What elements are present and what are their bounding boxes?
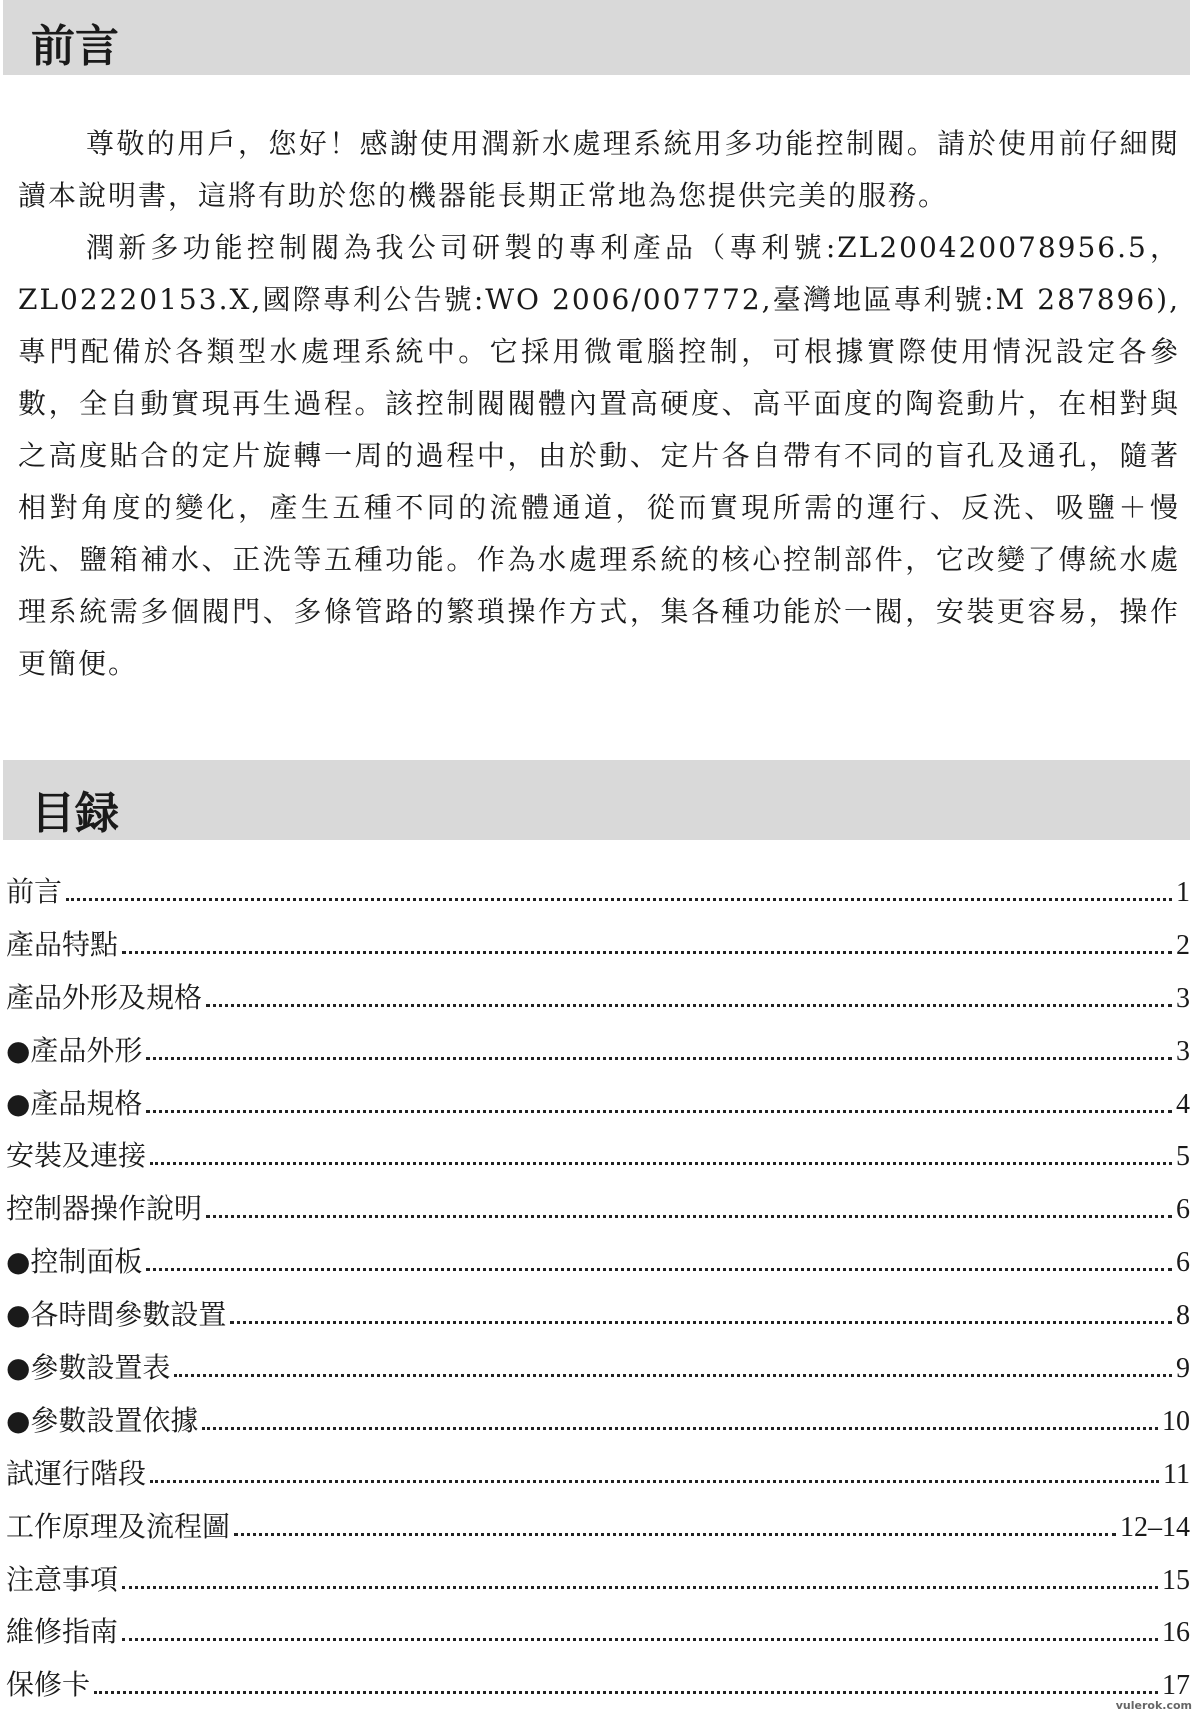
toc-entry[interactable]	[6, 923, 1190, 976]
toc-entry-label: 試運行階段	[6, 1456, 147, 1490]
toc-entry-page: 12–14	[1120, 1511, 1190, 1543]
dot-leader	[122, 951, 1172, 954]
toc-entry[interactable]	[6, 1505, 1190, 1558]
toc-entry-page: 4	[1176, 1088, 1190, 1120]
dot-leader	[230, 1321, 1172, 1324]
toc-title: 目録	[31, 788, 119, 839]
toc-entry[interactable]	[6, 1452, 1190, 1505]
toc-entry[interactable]	[6, 1399, 1190, 1452]
preface-header-band	[3, 0, 1190, 75]
toc-entry[interactable]	[6, 1663, 1190, 1716]
toc-header-band	[3, 760, 1190, 840]
toc-entry-label: 工作原理及流程圖	[6, 1509, 231, 1543]
toc-entry[interactable]	[6, 1346, 1190, 1399]
toc-entry-label: ●參數設置表	[6, 1351, 171, 1385]
toc-entry-label: ●各時間參數設置	[6, 1298, 227, 1332]
dot-leader	[202, 1427, 1158, 1430]
toc-entry[interactable]	[6, 1082, 1190, 1135]
table-of-contents	[6, 870, 1190, 1716]
toc-entry-label: 保修卡	[6, 1668, 91, 1702]
toc-entry-label: 安裝及連接	[6, 1139, 147, 1173]
toc-entry-label: 維修指南	[6, 1615, 119, 1649]
preface-paragraph-1: 尊敬的用戶，您好！感謝使用潤新水處理系統用多功能控制閥。請於使用前仔細閱讀本說明書，這將有助於您的機器能長期正常地為您提供完美的服務。	[18, 127, 1180, 212]
toc-entry[interactable]	[6, 1610, 1190, 1663]
toc-entry[interactable]	[6, 1558, 1190, 1611]
toc-entry[interactable]	[6, 976, 1190, 1029]
toc-entry[interactable]	[6, 1187, 1190, 1240]
toc-entry-page: 3	[1176, 982, 1190, 1014]
toc-entry-label: 前言	[6, 875, 63, 908]
dot-leader	[122, 1638, 1158, 1641]
toc-entry-page: 1	[1176, 877, 1190, 908]
dot-leader	[146, 1268, 1172, 1271]
dot-leader	[150, 1162, 1172, 1165]
toc-entry[interactable]	[6, 1029, 1190, 1082]
toc-entry-page: 6	[1176, 1247, 1190, 1279]
toc-entry-page: 15	[1162, 1564, 1190, 1596]
toc-entry-page: 6	[1176, 1194, 1190, 1226]
toc-entry-page: 9	[1176, 1353, 1190, 1385]
dot-leader	[146, 1110, 1172, 1113]
toc-entry[interactable]	[6, 1240, 1190, 1293]
preface-paragraph-2: 潤新多功能控制閥為我公司研製的專利產品（專利號:ZL200420078956.5，ZL02220153.X,國際專利公告號:WO 2006/007772,臺灣地區專利號:M 287896),專門配備於各類型水處理系統中。它採用微電腦控制，可根據實際使用情況設定各參數，全自動實現再生過程。該控制閥閥體內置高硬度、高平面度的陶瓷動片，在相對與之高度貼合的定片旋轉一周的過程中，由於動、定片各自帶有不同的盲孔及通孔，隨著相對角度的變化，產生五種不同的流體通道，從而實現所需的運行、反洗、吸鹽＋慢洗、鹽箱補水、正洗等五種功能。作為水處理系統的核心控制部件，它改變了傳統水處理系統需多個閥門、多條管路的繁瑣操作方式，集各種功能於一閥，安裝更容易，操作更簡便。	[18, 231, 1180, 680]
dot-leader	[122, 1586, 1158, 1589]
toc-entry-label: ●產品外形	[6, 1033, 143, 1067]
toc-entry-label: ●控制面板	[6, 1245, 143, 1279]
toc-entry-page: 11	[1163, 1458, 1190, 1490]
toc-entry[interactable]	[6, 1293, 1190, 1346]
toc-entry-page: 2	[1176, 929, 1190, 961]
dot-leader	[206, 1004, 1172, 1007]
dot-leader	[94, 1691, 1158, 1694]
dot-leader	[66, 898, 1172, 901]
toc-entry-label: ●參數設置依據	[6, 1403, 199, 1437]
toc-entry-page: 10	[1162, 1405, 1190, 1437]
toc-entry-label: 產品特點	[6, 927, 119, 961]
toc-entry-page: 8	[1176, 1300, 1190, 1332]
toc-entry-label: 產品外形及規格	[6, 980, 203, 1014]
preface-title: 前言	[31, 21, 119, 72]
toc-entry-page: 5	[1176, 1141, 1190, 1173]
dot-leader	[146, 1057, 1172, 1060]
dot-leader	[174, 1374, 1172, 1377]
toc-entry[interactable]	[6, 1134, 1190, 1187]
toc-entry[interactable]	[6, 870, 1190, 923]
preface-body	[18, 118, 1180, 690]
toc-entry-page: 17	[1162, 1670, 1190, 1702]
dot-leader	[234, 1533, 1116, 1536]
toc-entry-label: 控制器操作說明	[6, 1192, 203, 1226]
toc-entry-label: ●產品規格	[6, 1086, 143, 1120]
watermark: vulerok.com	[1115, 1699, 1192, 1712]
dot-leader	[150, 1480, 1159, 1483]
toc-entry-page: 3	[1176, 1035, 1190, 1067]
dot-leader	[206, 1215, 1172, 1218]
toc-entry-label: 注意事項	[6, 1562, 119, 1596]
toc-entry-page: 16	[1162, 1617, 1190, 1649]
